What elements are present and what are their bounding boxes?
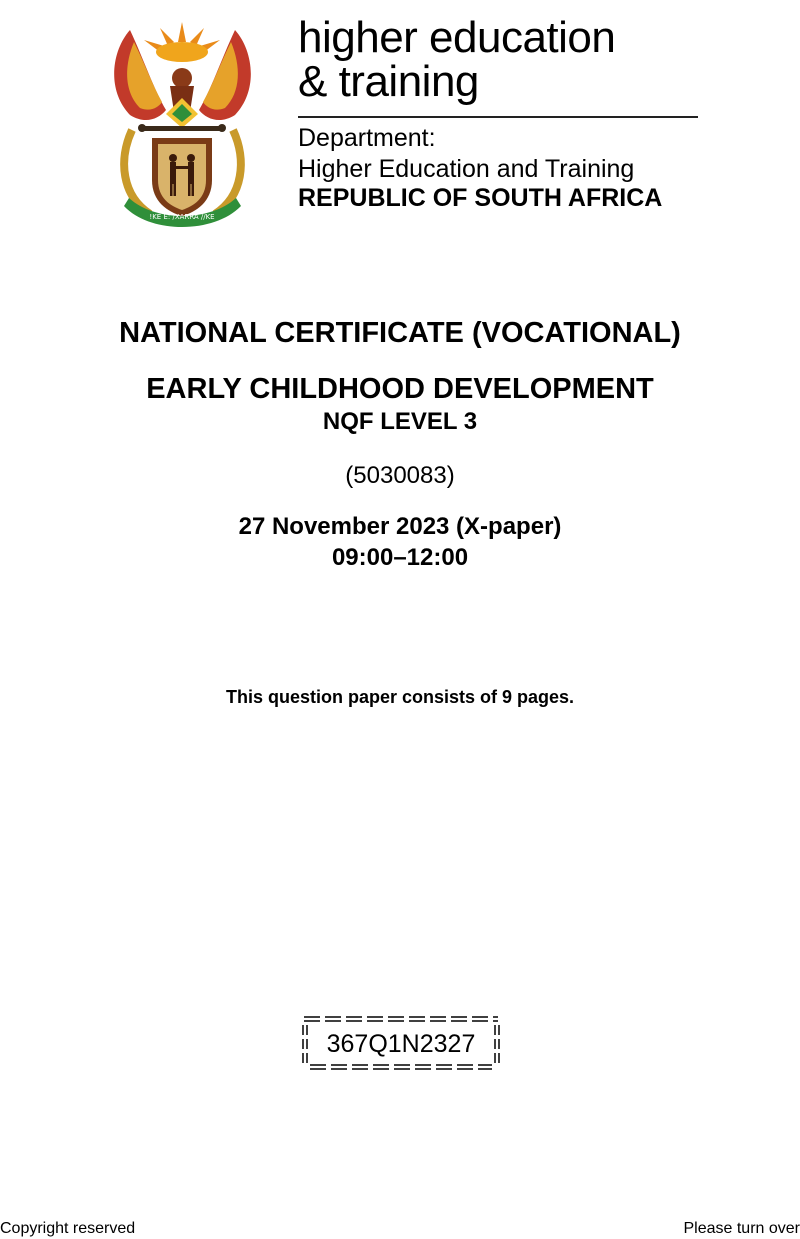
nqf-level: NQF LEVEL 3 <box>322 408 478 435</box>
coat-of-arms-icon <box>100 20 265 232</box>
subject-title: EARLY CHILDHOOD DEVELOPMENT <box>146 373 654 405</box>
department-name: Higher Education and Training <box>298 155 635 183</box>
footer-turn-over: Please turn over <box>683 1220 800 1237</box>
brand-title-line2: & training <box>298 57 479 106</box>
country-name: REPUBLIC OF SOUTH AFRICA <box>298 184 663 212</box>
barcode-label: 367Q1N2327 <box>326 1030 476 1058</box>
certificate-title: NATIONAL CERTIFICATE (VOCATIONAL) <box>119 317 681 349</box>
header-divider <box>298 116 698 118</box>
exam-date: 27 November 2023 (X-paper) <box>238 513 562 540</box>
brand-title-line1: higher education <box>298 13 616 62</box>
exam-time: 09:00–12:00 <box>331 544 469 571</box>
subject-code: (5030083) <box>345 462 455 489</box>
footer-copyright: Copyright reserved <box>0 1220 136 1237</box>
page-count-note: This question paper consists of 9 pages. <box>225 687 575 707</box>
department-label: Department: <box>298 124 436 152</box>
crest-motto: !KE E: /XARRA //KE <box>149 213 215 221</box>
